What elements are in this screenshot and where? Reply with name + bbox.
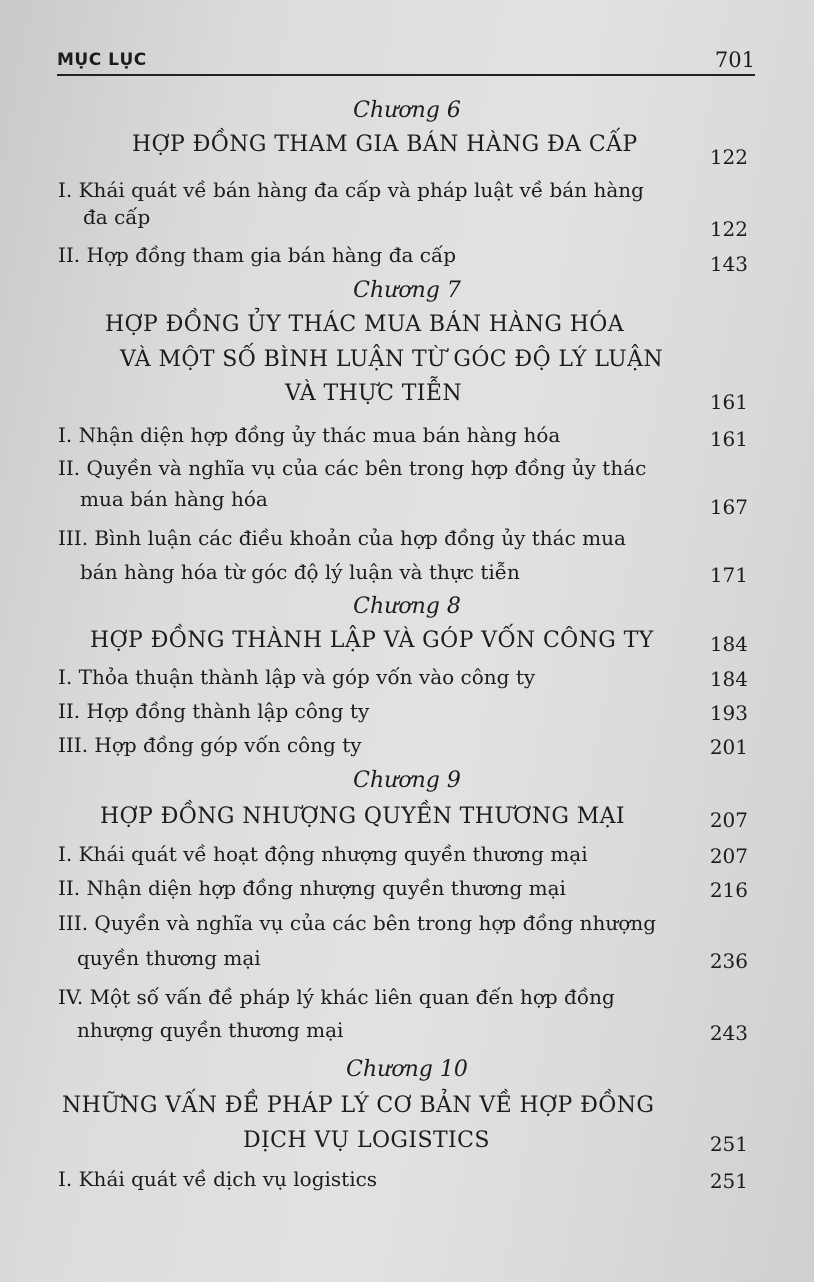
chapter-8-page: 184 (709, 632, 748, 656)
chapter-8-title: HỢP ĐỒNG THÀNH LẬP VÀ GÓP VỐN CÔNG TY (90, 628, 654, 653)
chapter-6-title: HỢP ĐỒNG THAM GIA BÁN HÀNG ĐA CẤP (132, 132, 638, 157)
chapter-6-label: Chương 6 (353, 98, 461, 123)
toc-entry-page: 201 (709, 735, 748, 759)
toc-entry-text: I. Khái quát về dịch vụ logistics (58, 1167, 378, 1191)
toc-entry-page: 161 (709, 427, 748, 451)
toc-entry-text: nhượng quyền thương mại (77, 1018, 344, 1042)
toc-entry-page: 207 (709, 844, 748, 868)
chapter-7-title-line1: HỢP ĐỒNG ỦY THÁC MUA BÁN HÀNG HÓA (105, 312, 625, 337)
chapter-7-title-line2: VÀ MỘT SỐ BÌNH LUẬN TỪ GÓC ĐỘ LÝ LUẬN (120, 347, 664, 372)
chapter-7-label: Chương 7 (353, 278, 461, 303)
chapter-7-page: 161 (709, 390, 748, 414)
chapter-6-page: 122 (709, 145, 748, 169)
toc-entry-text: III. Quyền và nghĩa vụ của các bên trong hợp đồng nhượng (58, 911, 657, 935)
toc-entry-text: quyền thương mại (77, 946, 261, 970)
toc-entry-page: 243 (709, 1021, 748, 1045)
toc-entry-page: 193 (709, 701, 748, 725)
toc-entry-text: II. Quyền và nghĩa vụ của các bên trong hợp đồng ủy thác (58, 456, 647, 480)
header-rule (57, 74, 755, 76)
toc-entry-text: III. Bình luận các điều khoản của hợp đồng ủy thác mua (58, 526, 626, 550)
toc-entry-text: I. Khái quát về hoạt động nhượng quyền thương mại (58, 842, 588, 866)
toc-entry-text: II. Hợp đồng thành lập công ty (58, 699, 370, 723)
page-header (57, 44, 755, 76)
toc-entry-page: 184 (709, 667, 748, 691)
header-page-number: 701 (714, 48, 755, 72)
chapter-9-title: HỢP ĐỒNG NHƯỢNG QUYỀN THƯƠNG MẠI (100, 804, 626, 829)
chapter-10-title-line1: NHỮNG VẤN ĐỀ PHÁP LÝ CƠ BẢN VỀ HỢP ĐỒNG (62, 1093, 655, 1118)
chapter-10-title-line2: DỊCH VỤ LOGISTICS (243, 1128, 490, 1153)
toc-entry-text: II. Hợp đồng tham gia bán hàng đa cấp (58, 243, 457, 267)
chapter-10-label: Chương 10 (346, 1057, 468, 1082)
toc-entry-text: IV. Một số vấn đề pháp lý khác liên quan đến hợp đồng (58, 985, 615, 1009)
toc-entry-page: 216 (709, 878, 748, 902)
toc-entry-text: II. Nhận diện hợp đồng nhượng quyền thương mại (58, 876, 566, 900)
toc-entry-text: I. Thỏa thuận thành lập và góp vốn vào công ty (58, 665, 536, 689)
toc-entry-text: mua bán hàng hóa (80, 487, 268, 511)
toc-entry-page: 251 (709, 1169, 748, 1193)
toc-entry-text: III. Hợp đồng góp vốn công ty (58, 733, 362, 757)
toc-entry-text: đa cấp (83, 205, 151, 229)
toc-entry-text: bán hàng hóa từ góc độ lý luận và thực tiễn (80, 560, 520, 584)
toc-entry-page: 236 (709, 949, 748, 973)
toc-entry-page: 143 (709, 252, 748, 276)
header-title: MỤC LỤC (57, 50, 147, 70)
toc-entry-page: 171 (709, 563, 748, 587)
chapter-8-label: Chương 8 (353, 594, 461, 619)
toc-entry-text: I. Khái quát về bán hàng đa cấp và pháp luật về bán hàng (58, 178, 644, 202)
toc-entry-text: I. Nhận diện hợp đồng ủy thác mua bán hàng hóa (58, 423, 561, 447)
toc-entry-page: 167 (709, 495, 748, 519)
chapter-9-label: Chương 9 (353, 768, 461, 793)
chapter-7-title-line3: VÀ THỰC TIỄN (285, 381, 462, 406)
chapter-9-page: 207 (709, 808, 748, 832)
toc-entry-page: 122 (709, 217, 748, 241)
chapter-10-page: 251 (709, 1132, 748, 1156)
